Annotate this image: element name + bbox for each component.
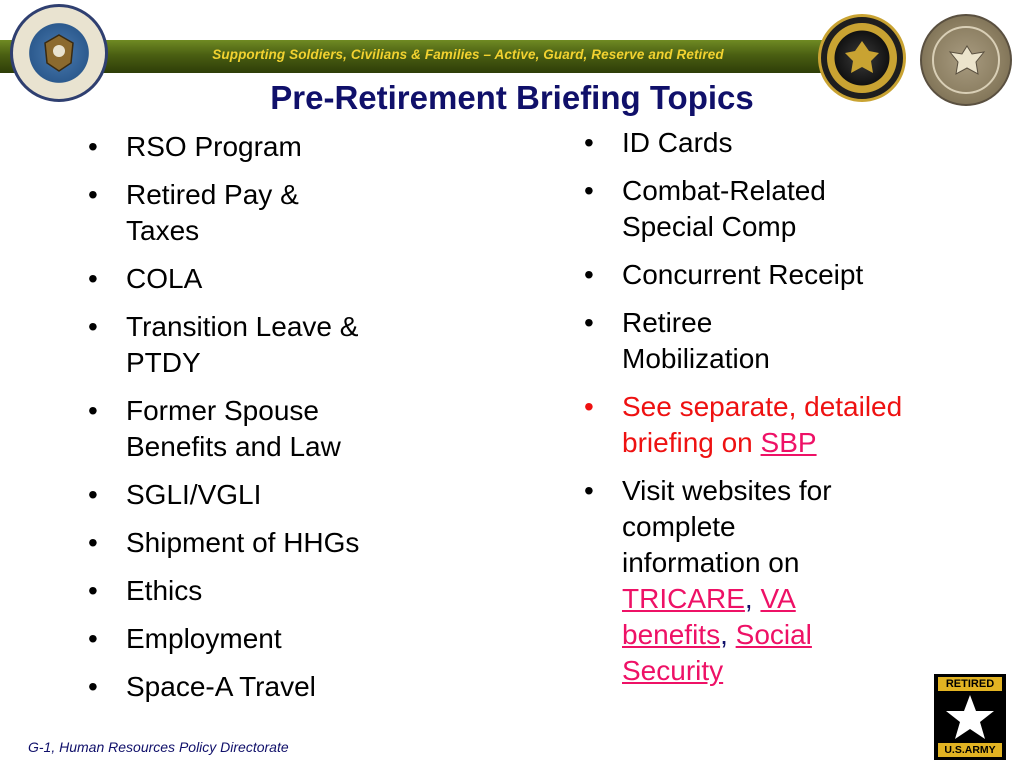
right-topic-list [578, 125, 928, 701]
bullet-icon: • [88, 131, 98, 162]
left-topic-list [82, 129, 432, 717]
bullet-icon: • [88, 311, 98, 342]
list-item: • RSO Program [82, 129, 432, 165]
bullet-icon: • [584, 259, 594, 290]
bullet-icon: • [584, 307, 594, 338]
list-item: • Combat-Related Special Comp [584, 175, 826, 242]
star-icon [944, 693, 996, 741]
bullet-icon: • [584, 391, 594, 422]
list-item: • Former Spouse Benefits and Law [88, 395, 341, 462]
list-item: • Shipment of HHGs [82, 525, 432, 561]
bullet-icon: • [584, 175, 594, 206]
bullet-icon: • [88, 479, 98, 510]
eagle-icon [843, 37, 881, 77]
bullet-icon: • [584, 127, 594, 158]
retired-army-logo [934, 674, 1006, 760]
eagle-icon [948, 40, 986, 80]
slide-title: Pre-Retirement Briefing Topics [270, 79, 754, 116]
list-item: • Retired Pay & Taxes [88, 179, 299, 246]
footer-text: G-1, Human Resources Policy Directorate [28, 739, 289, 755]
banner-text: Supporting Soldiers, Civilians & Families – Active, Guard, Reserve and Retired [212, 47, 724, 62]
tricare-link[interactable]: TRICARE [622, 583, 745, 614]
logo-top-text: RETIRED [938, 677, 1002, 691]
bullet-icon: • [584, 475, 594, 506]
army-armor-icon [41, 33, 77, 73]
sbp-list-item [578, 389, 928, 461]
sbp-link[interactable]: SBP [760, 427, 817, 458]
va-benefits-link[interactable]: VA benefits [622, 583, 796, 650]
bullet-icon: • [88, 179, 98, 210]
list-item: • SGLI/VGLI [82, 477, 432, 513]
list-item: • ID Cards [578, 125, 928, 161]
list-item: • Retiree Mobilization [584, 307, 770, 374]
list-item: • Concurrent Receipt [578, 257, 928, 293]
list-item: • Ethics [82, 573, 432, 609]
bullet-icon: • [88, 527, 98, 558]
logo-bottom-text: U.S.ARMY [938, 743, 1002, 757]
sbp-text: See separate, detailed briefing on [622, 391, 903, 458]
list-item: • COLA [82, 261, 432, 297]
social-security-link[interactable]: Social Security [622, 619, 812, 686]
bullet-icon: • [88, 623, 98, 654]
bullet-icon: • [88, 395, 98, 426]
websites-list-item: • Visit websites for complete information on TRICARE, VA benefits, Social Security [584, 475, 832, 686]
bullet-icon: • [88, 671, 98, 702]
bullet-icon: • [88, 263, 98, 294]
list-item: • Space-A Travel [82, 669, 432, 705]
websites-text: Visit websites for complete information on [622, 475, 832, 578]
list-item: • Transition Leave & PTDY [88, 311, 359, 378]
bullet-icon: • [88, 575, 98, 606]
list-item: • Employment [82, 621, 432, 657]
